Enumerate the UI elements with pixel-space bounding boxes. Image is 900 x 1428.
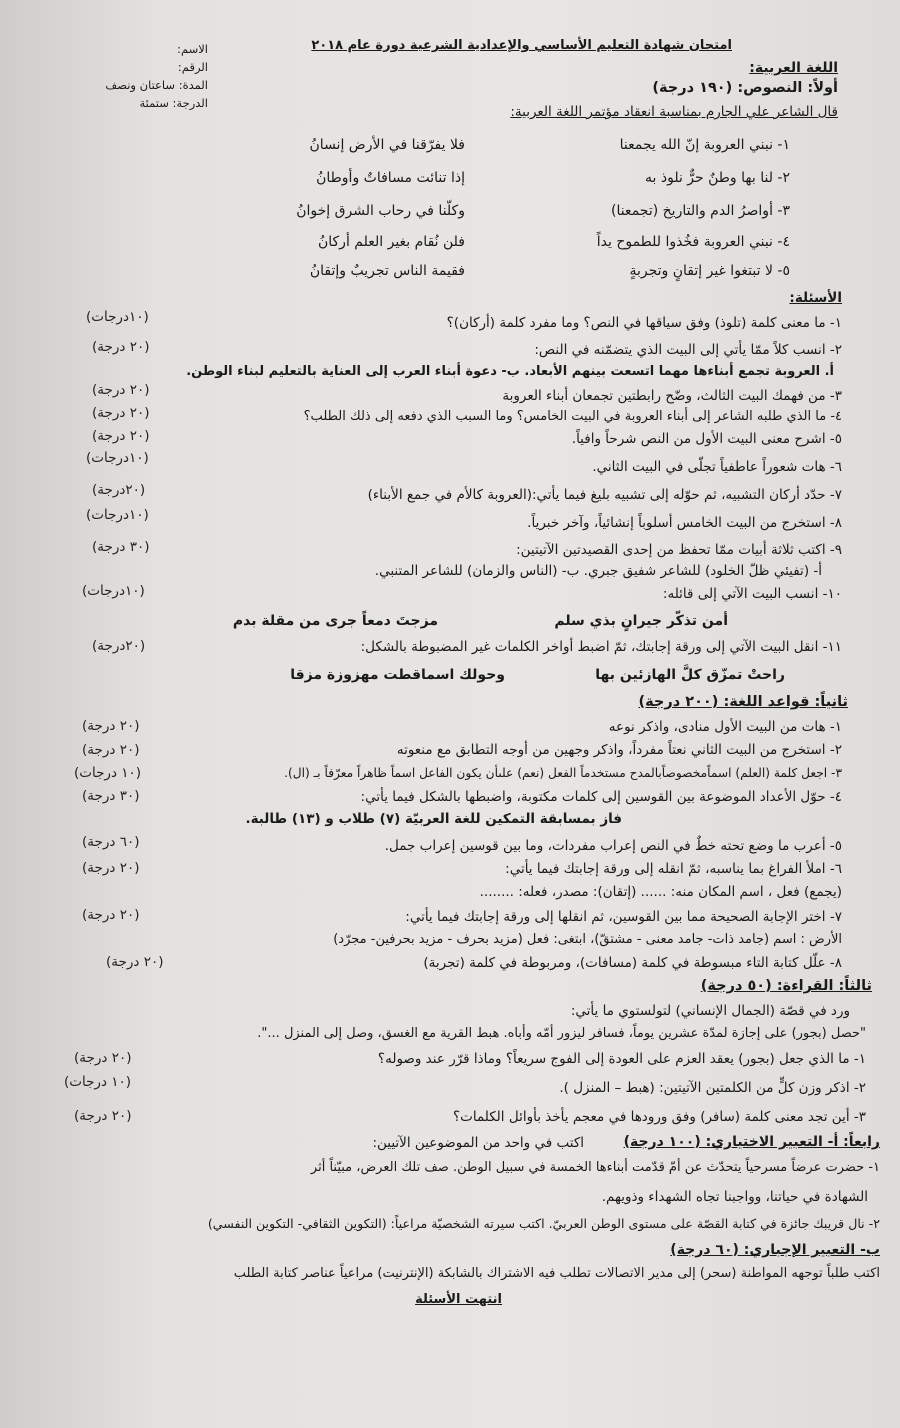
section4a-title: رابعاً: أ- التعبير الاختياري: (١٠٠ درجة) <box>623 1134 880 1150</box>
section1-title: أولاً: النصوص: (١٩٠ درجة) <box>652 80 838 96</box>
s1-q9-points: (٣٠ درجة) <box>92 539 150 555</box>
topic-2: ٢- نال قريبك جائزة في كتابة القصّة على مستوى الوطن العربيّ. اكتب سيرته الشخصيّة مراعياً: (التكوين الثقافي- التكوين النفسي) <box>207 1216 880 1231</box>
verse-4-left: فلن نُقام بغير العلم أركانُ <box>317 234 465 250</box>
section4b-text: اكتب طلباً توجهه المواطنة (سحر) إلى مدير الاتصالات تطلب فيه الاشتراك بالشابكة (الإنترنيت) مراعياً عناصر كتابة الطلب <box>233 1266 880 1281</box>
s2-q1: ١- هات من البيت الأول منادى، واذكر نوعه <box>608 719 842 735</box>
info-grade: الدرجة: ستمئة <box>139 96 208 110</box>
s1-q4: ٤- ما الذي طلبه الشاعر إلى أبناء العروبة في البيت الخامس؟ وما السبب الذي دفعه إلى ذلك الطلب؟ <box>303 409 842 424</box>
s1-q7-points: (٢٠درجة) <box>92 482 146 498</box>
s2-q5: ٥- أعرب ما وضع تحته خطٌ في النص إعراب مفردات، وما بين قوسين إعراب جمل. <box>384 838 842 854</box>
s1-q5-points: (٢٠ درجة) <box>92 428 150 444</box>
s1-q4-points: (٢٠ درجة) <box>92 405 150 421</box>
s1-q11: ١١- انقل البيت الآتي إلى ورقة إجابتك، ثمّ اضبط أواخر الكلمات غير المضبوطة بالشكل: <box>360 639 842 655</box>
section3-quote: "حصل (بجور) على إجازة لمدّة عشرين يوماً، فسافر ليزور أمّه وأباه. هبط القرية مع الغسق، وصل إلى المنزل ...". <box>257 1026 866 1041</box>
verse11-left: وحولك اسماقطت مهزوزة مزقا <box>290 667 505 683</box>
questions-title: الأسئلة: <box>789 290 842 306</box>
verse10-right: أمن تذكّر جيرانٍ بذي سلم <box>554 613 728 629</box>
s1-q2-points: (٢٠ درجة) <box>92 339 150 355</box>
s1-q8-points: (١٠درجات) <box>86 507 149 523</box>
s1-q5: ٥- اشرح معنى البيت الأول من النص شرحاً وافياً. <box>571 431 842 447</box>
s3-q1-points: (٢٠ درجة) <box>74 1050 132 1066</box>
s2-q6-points: (٢٠ درجة) <box>82 860 140 876</box>
s1-q10: ١٠- انسب البيت الآتي إلى قائله: <box>662 586 842 602</box>
s1-q9-options: أ- (تفيئي ظلّ الخلود) للشاعر شفيق جبري. ب- (الناس والزمان) للشاعر المتنبي. <box>374 563 822 579</box>
s2-q8: ٨- علّل كتابة التاء مبسوطة في كلمة (مسافات)، ومربوطة في كلمة (تجربة) <box>423 955 842 971</box>
s2-q3-points: (١٠ درجات) <box>74 765 142 781</box>
info-name: الاسم: <box>177 42 208 56</box>
s3-q2: ٢- اذكر وزن كلٍّ من الكلمتين الآتيتين: (هبط – المنزل ). <box>559 1080 866 1096</box>
section1-intro: قال الشاعر علي الجارم بمناسبة انعقاد مؤتمر اللغة العربية: <box>510 104 838 120</box>
verse-1-right: ١- نبني العروبة إنّ الله يجمعنا <box>619 137 790 153</box>
s1-q6-points: (١٠درجات) <box>86 450 149 466</box>
s2-q4-sentence: فاز بمسابقة التمكين للغة العربيّة (٧) طلاب و (١٣) طالبة. <box>245 811 622 827</box>
verse11-right: راحتْ تمزّق كلَّ الهازئين بها <box>595 667 785 683</box>
info-duration: المدة: ساعتان ونصف <box>105 78 208 92</box>
topic-1-line1: ١- حضرت عرضاً مسرحياً يتحدّث عن أمّ قدّمت أبناءها الخمسة في سبيل الوطن. صف تلك العرض، مبيّناً أثر <box>310 1160 880 1175</box>
verse-3-right: ٣- أواصرُ الدم والتاريخ (تجمعنا) <box>610 203 790 219</box>
topic-1-line2: الشهادة في حياتنا، وواجبنا تجاه الشهداء وذويهم. <box>601 1189 868 1205</box>
s1-q7: ٧- حدّد أركان التشبيه، ثم حوّله إلى تشبيه بليغ فيما يأتي:(العروبة كالأم في جمع الأبناء) <box>367 487 842 503</box>
s3-q2-points: (١٠ درجات) <box>64 1074 132 1090</box>
verse10-left: مزجتَ دمعاً جرى من مقلة بدم <box>232 613 438 629</box>
s2-q5-points: (٦٠ درجة) <box>82 834 140 850</box>
s2-q7-choices: الأرض : اسم (جامد ذات- جامد معنى - مشتقّ)، ابتغى: فعل (مزيد بحرف - مزيد بحرفين- مجرّد) <box>333 932 842 947</box>
s1-q2-items: أ. العروبة تجمع أبناءها مهما اتسعت بينهم الأبعاد. ب- دعوة أبناء العرب إلى العناية بالتعليم لبناء الوطن. <box>186 364 834 379</box>
s2-q6: ٦- املأ الفراغ بما يناسبه، ثمّ انقله إلى ورقة إجابتك فيما يأتي: <box>505 861 842 877</box>
s1-q3-points: (٢٠ درجة) <box>92 382 150 398</box>
s1-q1-points: (١٠درجات) <box>86 309 149 325</box>
s2-q2-points: (٢٠ درجة) <box>82 742 140 758</box>
section3-title: ثالثاً: القراءة: (٥٠ درجة) <box>700 978 872 994</box>
section4b-title: ب- التعبير الإجباري: (٦٠ درجة) <box>670 1242 880 1258</box>
s2-q8-points: (٢٠ درجة) <box>106 954 164 970</box>
s3-q3: ٣- أين تجد معنى كلمة (سافر) وفق ورودها في معجم يأخذ بأوائل الكلمات؟ <box>452 1109 866 1125</box>
s3-q1: ١- ما الذي جعل (بجور) يعقد العزم على العودة إلى الفوج سريعاً؟ وماذا قرّر عند وصوله؟ <box>377 1051 866 1067</box>
s2-q4-points: (٣٠ درجة) <box>82 788 140 804</box>
info-number: الرقم: <box>177 60 208 74</box>
end-note: انتهت الأسئلة <box>415 1292 502 1307</box>
verse-1-left: فلا يفرّقنا في الأرض إنسانُ <box>309 137 465 153</box>
s2-q1-points: (٢٠ درجة) <box>82 718 140 734</box>
verse-5-right: ٥- لا تبتغوا غير إتقانٍ وتجربةٍ <box>629 263 790 279</box>
section4a-instruction: اكتب في واحد من الموضوعين الآتيين: <box>372 1135 584 1151</box>
s1-q2: ٢- انسب كلاً ممّا يأتي إلى البيت الذي يتضمّنه في النص: <box>534 342 842 358</box>
s2-q2: ٢- استخرج من البيت الثاني نعتاً مفرداً، واذكر وجهين من أوجه التطابق مع منعوته <box>396 742 842 758</box>
exam-title: امتحان شهادة التعليم الأساسي والإعدادية الشرعية دورة عام ٢٠١٨ <box>311 38 732 53</box>
s2-q3: ٣- اجعل كلمة (العلم) اسماًمخصوصاًبالمدح مستخدماً الفعل (نعم) علىأن يكون الفاعل اسماً ظاهراً معرّفاً بـ (ال). <box>284 766 842 780</box>
s3-q3-points: (٢٠ درجة) <box>74 1108 132 1124</box>
s1-q11-points: (٢٠درجة) <box>92 638 146 654</box>
verse-2-left: إذا تنائت مسافاتٌ وأوطانُ <box>316 170 465 186</box>
verse-2-right: ٢- لنا بها وطنٌ حرٌّ نلوذ به <box>645 170 790 186</box>
s1-q3: ٣- من فهمك البيت الثالث، وضّح رابطتين تجمعان أبناء العروبة <box>502 388 842 404</box>
verse-4-right: ٤- نبني العروبة فخُذوا للطموح يداً <box>596 234 790 250</box>
s2-q4: ٤- حوّل الأعداد الموضوعة بين القوسين إلى كلمات مكتوبة، واضبطها بالشكل فيما يأتي: <box>360 789 842 805</box>
section3-intro: ورد في قصّة (الجمال الإنساني) لتولستوي ما يأتي: <box>570 1003 850 1019</box>
s1-q8: ٨- استخرج من البيت الخامس أسلوباً إنشائياً، وآخر خبرياً. <box>527 515 842 531</box>
s1-q6: ٦- هات شعوراً عاطفياً تجلّى في البيت الثاني. <box>592 459 842 475</box>
s1-q1: ١- ما معنى كلمة (تلوذ) وفق سياقها في النص؟ وما مفرد كلمة (أركان)؟ <box>446 315 842 331</box>
s2-q7: ٧- اختر الإجابة الصحيحة مما بين القوسين، ثم انقلها إلى ورقة إجابتك فيما يأتي: <box>405 909 842 925</box>
s2-q7-points: (٢٠ درجة) <box>82 907 140 923</box>
s1-q9: ٩- اكتب ثلاثة أبيات ممّا تحفظ من إحدى القصيدتين الآتيتين: <box>516 542 842 558</box>
section2-title: ثانياً: قواعد اللغة: (٢٠٠ درجة) <box>638 694 848 710</box>
subject-title: اللغة العربية: <box>749 60 838 76</box>
s1-q10-points: (١٠درجات) <box>82 583 145 599</box>
verse-5-left: فقيمة الناس تجريبٌ وإتقانُ <box>309 263 465 279</box>
verse-3-left: وكلّنا في رحاب الشرق إخوانُ <box>296 203 465 219</box>
s2-q6-blanks: (يجمع) فعل ، اسم المكان منه: ...... (إتقان): مصدر، فعله: ........ <box>479 884 842 900</box>
